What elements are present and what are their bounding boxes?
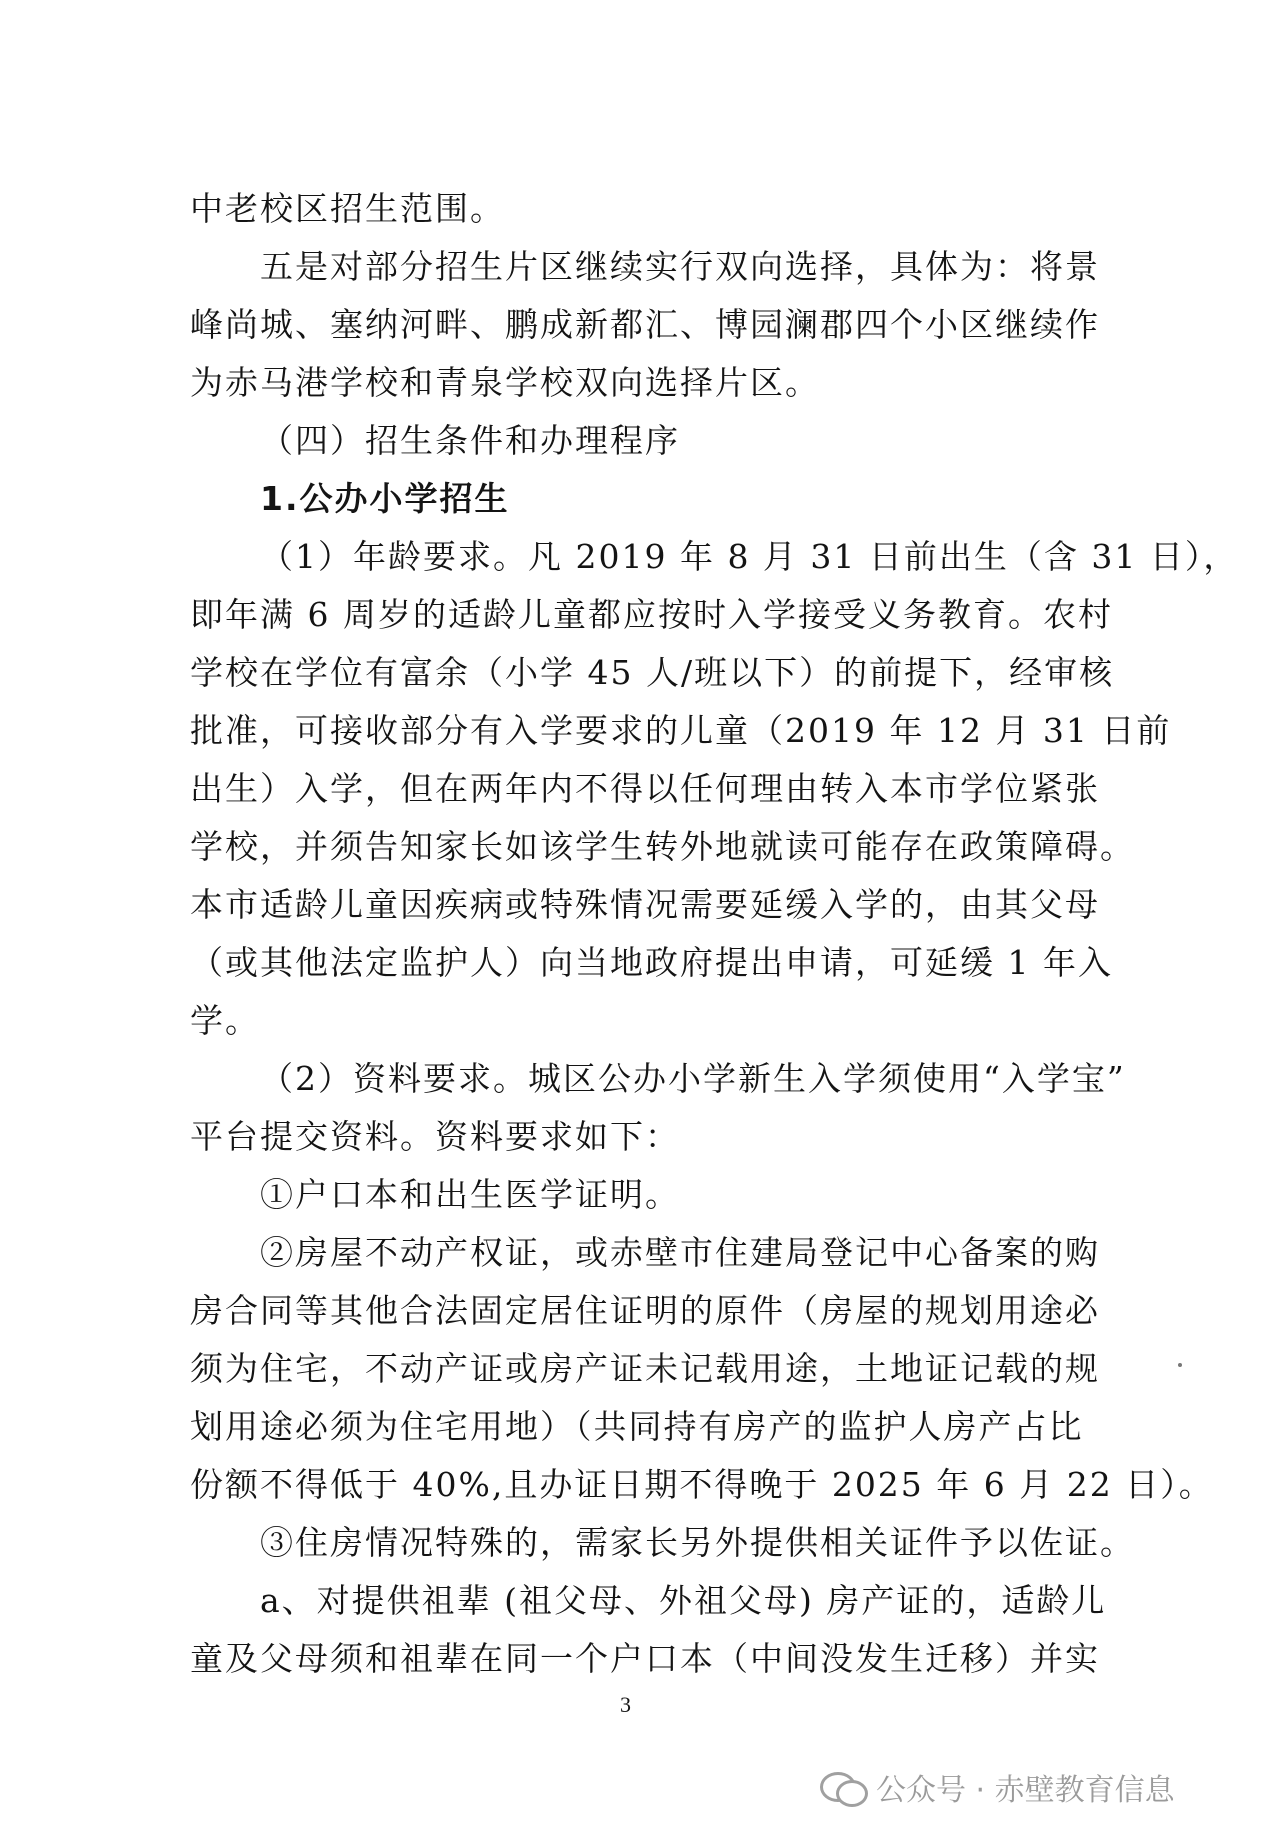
text-line: 学校，并须告知家长如该学生转外地就读可能存在政策障碍。 xyxy=(190,827,1135,866)
wechat-icon xyxy=(820,1770,864,1804)
text-line: 须为住宅，不动产证或房产证未记载用途，土地证记载的规 xyxy=(190,1349,1100,1388)
text-line: 平台提交资料。资料要求如下： xyxy=(190,1117,680,1156)
text-line: 中老校区招生范围。 xyxy=(190,189,505,228)
text-line: 学校在学位有富余（小学 45 人/班以下）的前提下，经审核 xyxy=(190,653,1115,692)
text-line: ①户口本和出生医学证明。 xyxy=(260,1175,680,1214)
document-body xyxy=(190,180,1239,1688)
text-line: 童及父母须和祖辈在同一个户口本（中间没发生迁移）并实 xyxy=(190,1639,1100,1678)
text-line: 划用途必须为住宅用地）（共同持有房产的监护人房产占比 xyxy=(190,1407,1084,1446)
text-line: 房合同等其他合法固定居住证明的原件（房屋的规划用途必 xyxy=(190,1291,1100,1330)
text-line: ③住房情况特殊的，需家长另外提供相关证件予以佐证。 xyxy=(260,1523,1135,1562)
text-line: （2）资料要求。城区公办小学新生入学须使用“入学宝” xyxy=(260,1059,1126,1098)
text-line: 批准，可接收部分有入学要求的儿童（2019 年 12 月 31 日前 xyxy=(190,711,1172,750)
text-line: ②房屋不动产权证，或赤壁市住建局登记中心备案的购 xyxy=(260,1233,1100,1272)
text-line: a、对提供祖辈 (祖父母、外祖父母) 房产证的，适龄儿 xyxy=(260,1581,1107,1620)
text-line: 即年满 6 周岁的适龄儿童都应按时入学接受义务教育。农村 xyxy=(190,595,1113,634)
text-line: 学。 xyxy=(190,1001,260,1040)
page-number: 3 xyxy=(620,1692,631,1717)
watermark-text: 公众号 · 赤壁教育信息 xyxy=(876,1773,1175,1808)
text-line: 本市适龄儿童因疾病或特殊情况需要延缓入学的，由其父母 xyxy=(190,885,1100,924)
text-line: 峰尚城、塞纳河畔、鹏成新都汇、博园澜郡四个小区继续作 xyxy=(190,305,1100,344)
text-line: 为赤马港学校和青泉学校双向选择片区。 xyxy=(190,363,820,402)
text-line: （或其他法定监护人）向当地政府提出申请，可延缓 1 年入 xyxy=(190,943,1113,982)
text-line: 份额不得低于 40%,且办证日期不得晚于 2025 年 6 月 22 日）。 xyxy=(190,1465,1214,1504)
text-line: （四）招生条件和办理程序 xyxy=(260,421,680,460)
text-line: 五是对部分招生片区继续实行双向选择，具体为：将景 xyxy=(260,247,1100,286)
watermark xyxy=(820,1765,1175,1809)
scan-speck xyxy=(1178,1363,1182,1367)
text-line: 1.公办小学招生 xyxy=(260,479,510,518)
text-line: 出生）入学，但在两年内不得以任何理由转入本市学位紧张 xyxy=(190,769,1100,808)
text-line: （1）年龄要求。凡 2019 年 8 月 31 日前出生（含 31 日）， xyxy=(260,537,1239,576)
